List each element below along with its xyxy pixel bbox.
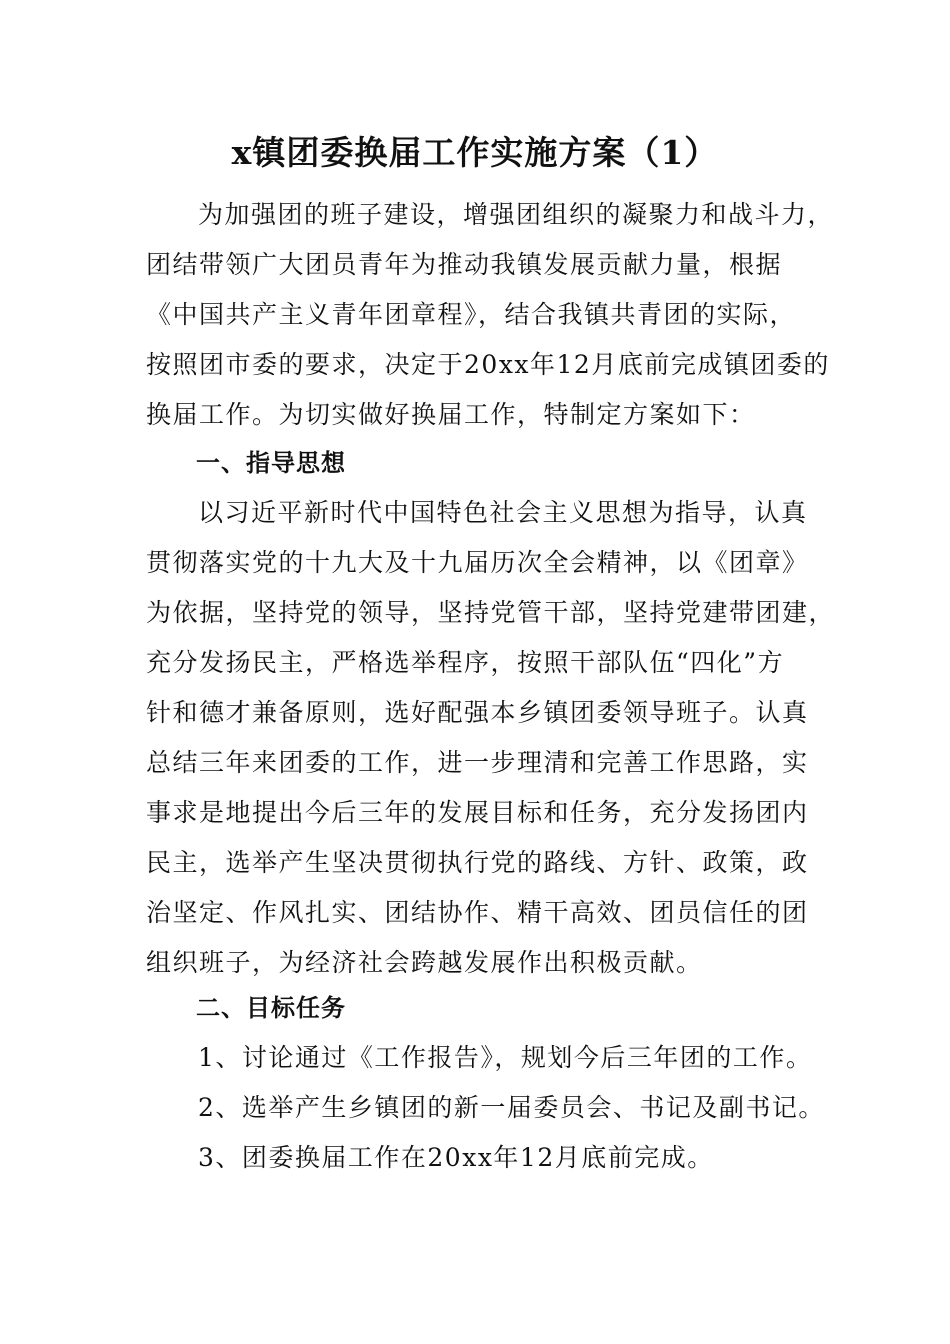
guiding-ideology-paragraph [146, 488, 836, 988]
paragraph-line: 组织班子，为经济社会跨越发展作出积极贡献。 [146, 948, 703, 977]
paragraph-line: 治坚定、作风扎实、团结协作、精干高效、团员信任的团 [146, 898, 809, 927]
paragraph-line: 民主，选举产生坚决贯彻执行党的路线、方针、政策，政 [146, 848, 809, 877]
paragraph-line: 总结三年来团委的工作，进一步理清和完善工作思路，实 [146, 748, 809, 777]
section-heading-goals-tasks: 二、目标任务 [196, 994, 346, 1022]
paragraph-line: 按照团市委的要求，决定于20xx年12月底前完成镇团委的 [146, 350, 830, 379]
paragraph-line: 为加强团的班子建设，增强团组织的凝聚力和战斗力， [198, 200, 835, 229]
goals-tasks-list [146, 1033, 825, 1183]
section-heading-guiding-ideology: 一、指导思想 [196, 449, 346, 477]
list-item: 2、选举产生乡镇团的新一届委员会、书记及副书记。 [198, 1093, 825, 1122]
intro-paragraph [146, 190, 835, 440]
paragraph-line: 针和德才兼备原则，选好配强本乡镇团委领导班子。认真 [146, 698, 809, 727]
paragraph-line: 充分发扬民主，严格选举程序，按照干部队伍“四化”方 [146, 648, 785, 677]
paragraph-line: 团结带领广大团员青年为推动我镇发展贡献力量，根据 [146, 250, 783, 279]
list-item: 3、团委换届工作在20xx年12月底前完成。 [198, 1143, 714, 1172]
paragraph-line: 事求是地提出今后三年的发展目标和任务，充分发扬团内 [146, 798, 809, 827]
paragraph-line: 为依据，坚持党的领导，坚持党管干部，坚持党建带团建， [146, 598, 836, 627]
document-title: x镇团委换届工作实施方案（1） [231, 133, 719, 172]
list-item: 1、讨论通过《工作报告》，规划今后三年团的工作。 [198, 1043, 813, 1072]
paragraph-line: 贯彻落实党的十九大及十九届历次全会精神，以《团章》 [146, 548, 809, 577]
paragraph-line: 以习近平新时代中国特色社会主义思想为指导，认真 [198, 498, 808, 527]
paragraph-line: 《中国共产主义青年团章程》，结合我镇共青团的实际， [146, 300, 797, 329]
paragraph-line: 换届工作。为切实做好换届工作，特制定方案如下： [146, 400, 756, 429]
